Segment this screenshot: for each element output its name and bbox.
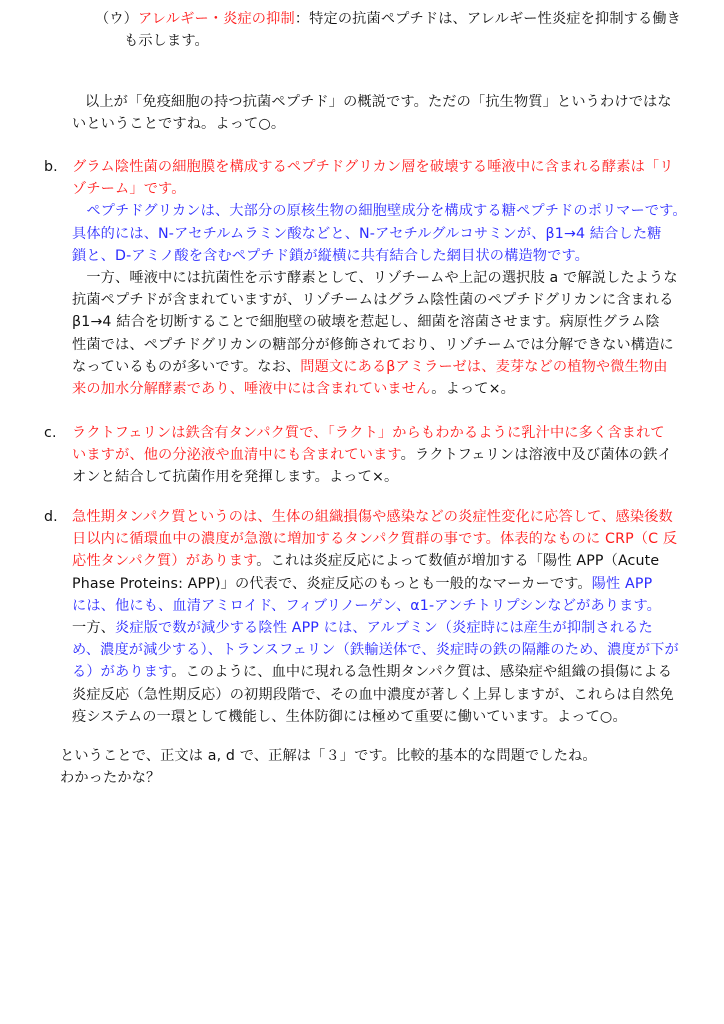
- paragraph-line: [72, 356, 692, 378]
- paragraph-line: [72, 550, 692, 572]
- text-run: 応性タンパク質）があります: [72, 553, 257, 570]
- paragraph-line: [72, 245, 692, 267]
- paragraph-line: [72, 466, 692, 488]
- paragraph-line: [72, 528, 692, 550]
- text-run: には、他にも、血清アミロイド、フィブリノーゲン、α1-アンチトリプシンなどがあります。: [72, 597, 662, 614]
- text-run: なっているものが多いです。なお、: [72, 358, 301, 375]
- paragraph-line: [72, 595, 692, 617]
- paragraph-line: [72, 289, 692, 311]
- intro-item-u: [95, 8, 695, 52]
- text-run: 。よって×。: [431, 381, 516, 398]
- paragraph-line: [72, 422, 692, 444]
- text-run: る）があります: [72, 664, 172, 681]
- paragraph-line: [72, 444, 692, 466]
- text-run: ゾチーム」です。: [72, 181, 186, 198]
- conclusion-line: ということで、正文は a, d で、正解は「３」です。比較的基本的な問題でしたね。: [60, 748, 597, 764]
- text-run: め、濃度が減少する）、トランスフェリン（鉄輸送体で、炎症時の鉄の隔離のため、濃度が下が: [72, 642, 679, 659]
- text-run: 。ラクトフェリンは溶液中及び菌体の鉄イ: [400, 447, 672, 464]
- paragraph-line: [72, 156, 692, 178]
- paragraph-line: [72, 639, 692, 661]
- text-run: も示します。: [124, 33, 209, 50]
- section-c: [72, 422, 692, 489]
- text-run: 急性期タンパク質というのは、生体の組織損傷や感染などの炎症性変化に応答して、感染後数: [72, 509, 673, 525]
- text-run: 日以内に循環血中の濃度が急激に増加するタンパク質群の事です。体表的なものに CRP（C 反: [72, 531, 678, 548]
- paragraph-line: [72, 223, 692, 245]
- text-run: 具体的には、N-アセチルムラミン酸などと、N-アセチルグルコサミンが、β1→4 結合した糖: [72, 225, 662, 242]
- conclusion-question: わかったかな？: [60, 770, 161, 787]
- intro-line: [95, 8, 695, 30]
- paragraph-line: [72, 200, 692, 222]
- text-run: 来の加水分解酵素であり、唾液中には含まれていません: [72, 381, 432, 398]
- text-run: アレルギー・炎症の抑制: [138, 11, 295, 27]
- text-run: ペプチドグリカンは、大部分の原核生物の細胞壁成分を構成する糖ペプチドのポリマーです。: [72, 203, 687, 220]
- text-run: ：特定の抗菌ペプチドは、アレルギー性炎症を抑制する働き: [294, 11, 682, 27]
- intro-summary: [72, 91, 692, 135]
- summary-line: [72, 113, 692, 135]
- text-run: グラム陰性菌の細胞膜を構成するペプチドグリカン層を破壊する唾液中に含まれる酵素は「リ: [72, 159, 674, 175]
- conclusion: [60, 745, 700, 789]
- text-run: 問題文にあるβアミラーゼは、麦芽などの植物や微生物由: [300, 358, 668, 375]
- section-c-label: c.: [44, 425, 57, 441]
- text-run: Phase Proteins: APP)」の代表で、炎症反応のもっとも一般的なマーカーです。: [72, 575, 592, 592]
- text-run: 鎖と、D-アミノ酸を含むペプチド鎖が縦横に共有結合した網目状の構造物です。: [72, 247, 590, 264]
- paragraph-line: [72, 334, 692, 356]
- paragraph-line: [72, 706, 692, 728]
- text-run: 一方、唾液中には抗菌性を示す酵素として、リゾチームや上記の選択肢 a で解説したような: [72, 270, 678, 287]
- text-run: 陽性 APP: [591, 575, 653, 592]
- paragraph-line: [72, 617, 692, 639]
- paragraph-line: [72, 267, 692, 289]
- text-run: 。これは炎症反応によって数値が増加する「陽性 APP（Acute: [256, 553, 660, 570]
- text-run: 炎症版で数が減少する陰性 APP には、アルブミン（炎症時には産生が抑制されるた: [115, 620, 653, 637]
- text-run: 疫システムの一環として機能し、生体防御には極めて重要に働いています。よって○。: [72, 708, 627, 725]
- paragraph-line: [72, 573, 692, 595]
- text-run: 一方、: [72, 620, 116, 637]
- text-run: 抗菌ペプチドが含まれていますが、リゾチームはグラム陰性菌のペプチドグリカンに含まれる: [72, 292, 674, 309]
- text-run: β1→4 結合を切断することで細胞壁の破壊を惹起し、細菌を溶菌させます。病原性グラム陰: [72, 314, 660, 331]
- paragraph-line: [72, 506, 692, 528]
- paragraph-line: [72, 178, 692, 200]
- text-run: いますが、他の分泌液や血清中にも含まれています: [72, 447, 401, 464]
- paragraph-line: [72, 311, 692, 333]
- text-run: 性菌では、ペプチドグリカンの糖部分が修飾されており、リゾチームでは分解できない構造に: [72, 336, 674, 353]
- section-d: [72, 506, 692, 728]
- paragraph-line: [72, 684, 692, 706]
- text-run: ラクトフェリンは鉄含有タンパク質で、「ラクト」からもわかるように乳汁中に多く含まれて: [72, 425, 665, 441]
- section-b-label: b.: [44, 159, 58, 175]
- intro-line: [95, 30, 695, 52]
- text-run: いということですね。よって○。: [72, 116, 286, 133]
- text-run: 。このように、血中に現れる急性期タンパク質は、感染症や組織の損傷による: [171, 664, 673, 681]
- text-run: 炎症反応（急性期反応）の初期段階で、その血中濃度が著しく上昇しますが、これらは自然免: [72, 686, 674, 703]
- text-run: （ウ）: [95, 11, 139, 27]
- text-run: 以上が「免疫細胞の持つ抗菌ペプチド」の概説です。ただの「抗生物質」というわけではな: [85, 94, 672, 110]
- paragraph-line: [72, 378, 692, 400]
- section-d-label: d.: [44, 509, 58, 525]
- text-run: オンと結合して抗菌作用を発揮します。よって×。: [72, 469, 399, 486]
- section-b: [72, 156, 692, 400]
- paragraph-line: [72, 661, 692, 683]
- summary-line: [72, 91, 692, 113]
